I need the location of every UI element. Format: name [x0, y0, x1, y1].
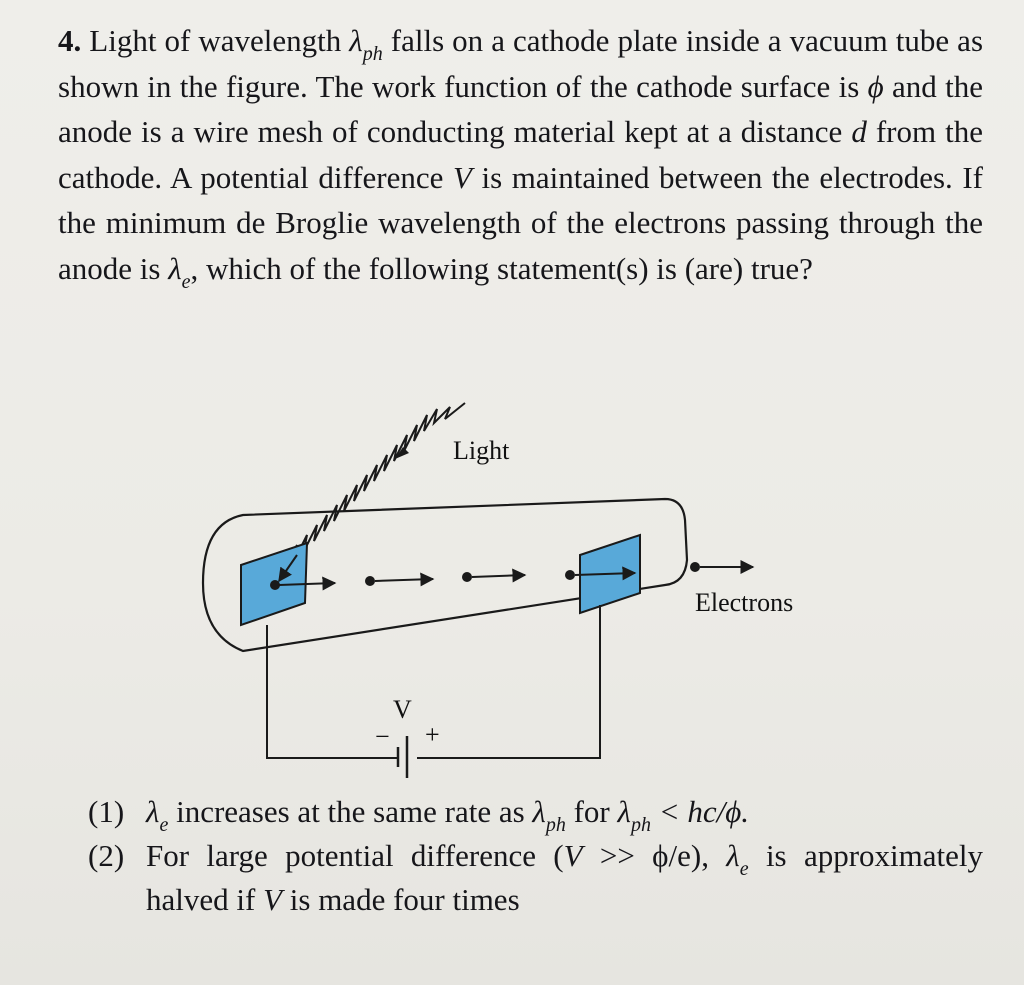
option-2 — [88, 834, 983, 922]
option-number: (1) — [88, 794, 125, 829]
options-list — [88, 790, 983, 922]
electron-2 — [365, 576, 375, 586]
question-text-part: falls on a cathode plate inside a vacuum tube as shown in the figure. The work function of the cathode surface is — [58, 23, 984, 104]
electron-3 — [462, 572, 472, 582]
voltage-symbol: V — [563, 838, 583, 873]
question-number: 4. — [58, 23, 82, 58]
vacuum-tube-figure — [195, 395, 835, 785]
lambda-symbol: λ — [532, 794, 546, 829]
voltage-symbol: V — [452, 159, 472, 195]
phi-symbol: ϕ — [867, 68, 884, 104]
option-text — [146, 790, 983, 834]
option-text — [146, 834, 983, 922]
lambda-symbol: λ — [168, 250, 182, 286]
option-text-part: >> ϕ/e), — [582, 838, 727, 873]
subscript-e: e — [181, 270, 191, 293]
battery-plus-sign: + — [425, 720, 440, 749]
lambda-symbol: λ — [146, 794, 160, 829]
question-text — [58, 23, 984, 293]
question-text-part: , which of the following statement(s) is (are) true? — [190, 250, 813, 286]
electron-exit — [690, 562, 700, 572]
option-text-part: < hc/ϕ. — [650, 794, 750, 829]
option-text-part: for — [565, 794, 618, 829]
subscript-e: e — [159, 814, 169, 836]
distance-symbol: d — [851, 114, 867, 149]
electron-at-cathode — [270, 580, 280, 590]
figure-svg — [195, 395, 835, 785]
subscript-ph: ph — [362, 43, 383, 65]
question-text-part: and the anode is a wire mesh of conducting material kept at a distance — [58, 68, 983, 149]
option-number: (2) — [88, 838, 125, 873]
light-label: Light — [453, 436, 510, 465]
option-text-part: For large potential difference ( — [146, 838, 564, 873]
option-text-part: is made four times — [282, 882, 520, 917]
battery-minus-sign: − — [375, 722, 390, 751]
subscript-e: e — [739, 858, 749, 880]
option-text-part: is approximately halved if — [146, 838, 983, 917]
voltage-label: V — [393, 695, 412, 724]
subscript-ph: ph — [545, 814, 566, 836]
option-text-part: increases at the same rate as — [168, 794, 533, 829]
electron-arrow-2 — [375, 579, 433, 581]
voltage-symbol: V — [263, 882, 283, 917]
lambda-symbol: λ — [617, 794, 631, 829]
subscript-ph: ph — [630, 814, 651, 836]
option-1 — [88, 790, 983, 834]
lambda-symbol: λ — [349, 23, 363, 58]
lambda-symbol: λ — [726, 838, 740, 873]
question-4 — [58, 18, 983, 291]
question-text-part: is maintained between the electrodes. If the minimum de Broglie wavelength of the electrons passing through the anode is — [58, 159, 983, 286]
question-text-part: Light of wavelength — [89, 23, 350, 58]
question-text-part: from the cathode. A potential difference — [58, 114, 983, 195]
electrons-label: Electrons — [695, 588, 794, 617]
electron-at-anode — [565, 570, 575, 580]
electron-arrow-3 — [472, 575, 525, 577]
circuit-wire-right — [417, 605, 600, 758]
